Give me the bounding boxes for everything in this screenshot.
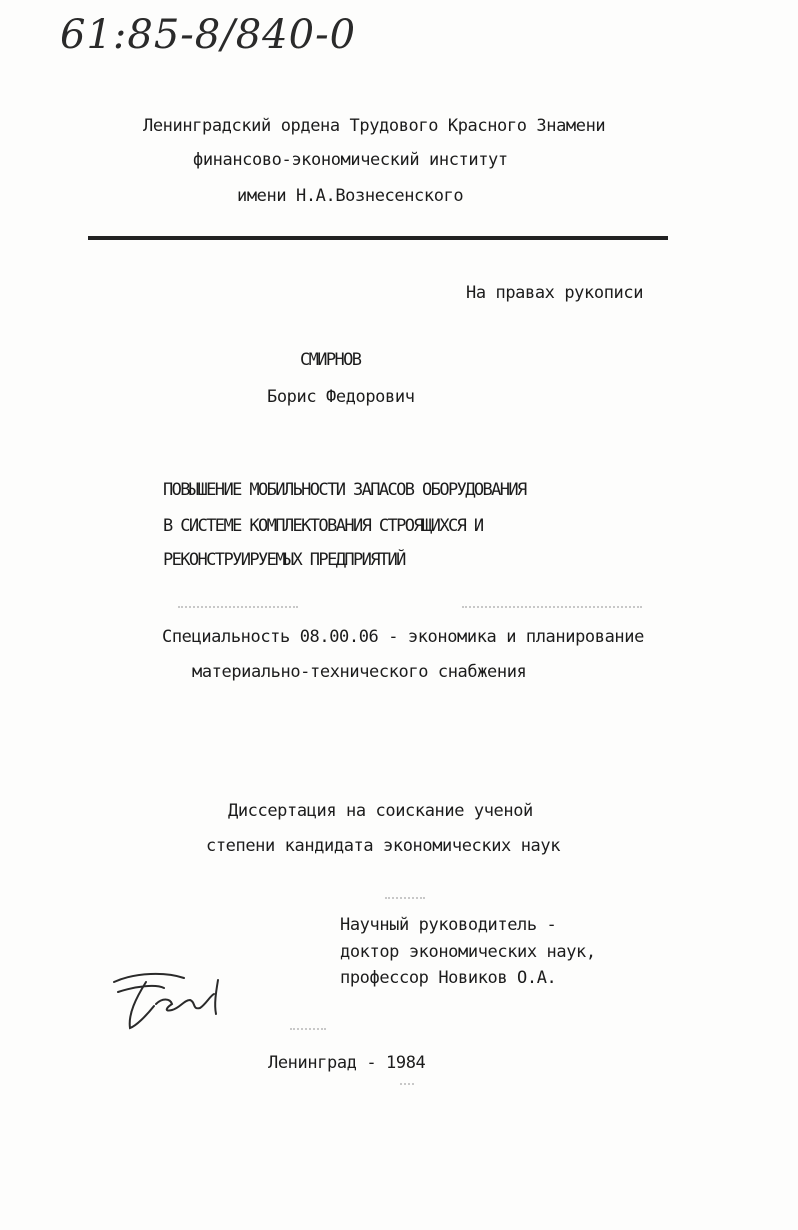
handwritten-signature <box>106 968 256 1038</box>
thesis-title-line-1: ПОВЫШЕНИЕ МОБИЛЬНОСТИ ЗАПАСОВ ОБОРУДОВАНИЯ <box>163 480 526 500</box>
degree-line-1: Диссертация на соискание ученой <box>228 801 533 821</box>
institution-line-3: имени Н.А.Вознесенского <box>237 186 464 206</box>
institution-line-2: финансово-экономический институт <box>193 150 508 170</box>
specialty-line-1: Специальность 08.00.06 - экономика и планирование <box>162 627 644 647</box>
header-divider <box>88 236 668 240</box>
archive-code: 61:85-8/840-0 <box>60 12 357 58</box>
thesis-title-line-3: РЕКОНСТРУИРУЕМЫХ ПРЕДПРИЯТИЙ <box>163 550 405 570</box>
supervisor-line-3: профессор Новиков О.А. <box>340 968 557 988</box>
scan-dots <box>178 606 298 610</box>
scan-dots <box>400 1083 414 1087</box>
scan-dots <box>462 606 642 610</box>
supervisor-line-2: доктор экономических наук, <box>340 942 596 962</box>
place-year: Ленинград - 1984 <box>268 1053 426 1073</box>
scan-dots <box>290 1028 326 1032</box>
institution-line-1: Ленинградский ордена Трудового Красного Знамени <box>143 116 606 136</box>
supervisor-line-1: Научный руководитель - <box>340 915 557 935</box>
author-name: Борис Федорович <box>267 387 415 407</box>
author-surname: СМИРНОВ <box>300 350 361 370</box>
degree-line-2: степени кандидата экономических наук <box>206 836 561 856</box>
rights-note: На правах рукописи <box>466 283 644 303</box>
thesis-title-line-2: В СИСТЕМЕ КОМПЛЕКТОВАНИЯ СТРОЯЩИХСЯ И <box>163 516 483 536</box>
specialty-line-2: материально-технического снабжения <box>192 662 527 682</box>
scan-dots <box>385 897 425 901</box>
